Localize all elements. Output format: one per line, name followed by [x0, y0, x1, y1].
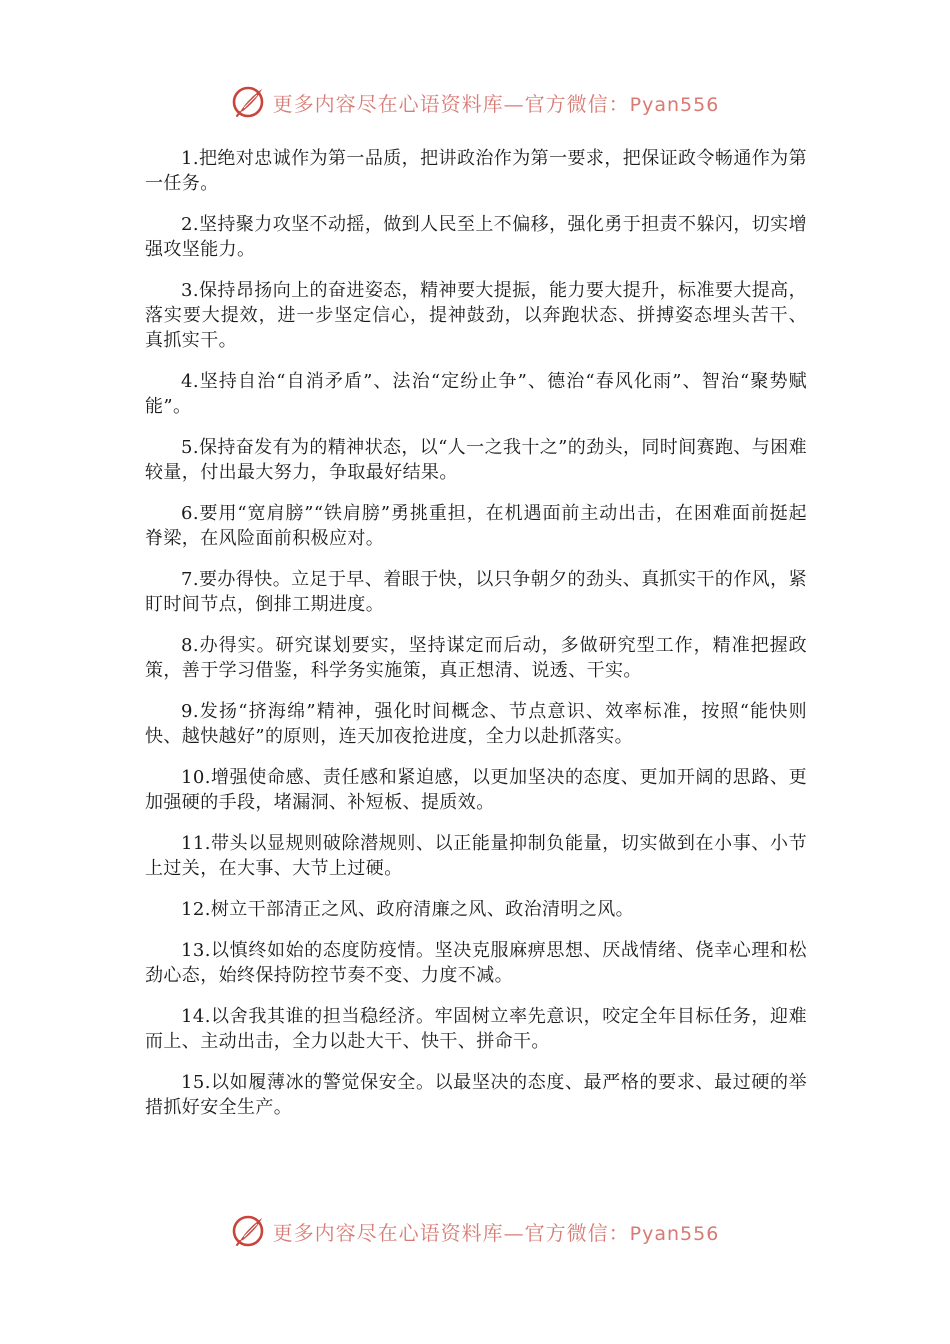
header-banner-label: 更多内容尽在心语资料库—官方微信：	[272, 91, 630, 116]
paragraph-10: 10.增强使命感、责任感和紧迫感，以更加坚决的态度、更加开阔的思路、更加强硬的手段，堵漏洞、补短板、提质效。	[145, 767, 807, 813]
quill-pen-logo-icon	[231, 1213, 267, 1249]
paragraph-1: 1.把绝对忠诚作为第一品质，把讲政治作为第一要求，把保证政令畅通作为第一任务。	[145, 148, 807, 194]
paragraph-14: 14.以舍我其谁的担当稳经济。牢固树立率先意识，咬定全年目标任务，迎难而上、主动出击，全力以赴大干、快干、拼命干。	[145, 1006, 807, 1052]
header-banner-text	[273, 88, 720, 117]
paragraph-9: 9.发扬“挤海绵”精神，强化时间概念、节点意识、效率标准，按照“能快则快、越快越好”的原则，连天加夜抢进度，全力以赴抓落实。	[145, 701, 807, 747]
paragraph-2: 2.坚持聚力攻坚不动摇，做到人民至上不偏移，强化勇于担责不躲闪，切实增强攻坚能力。	[145, 214, 807, 260]
paragraph-13: 13.以慎终如始的态度防疫情。坚决克服麻痹思想、厌战情绪、侥幸心理和松劲心态，始终保持防控节奏不变、力度不减。	[145, 940, 807, 986]
paragraph-11: 11.带头以显规则破除潜规则、以正能量抑制负能量，切实做到在小事、小节上过关，在大事、大节上过硬。	[145, 833, 807, 879]
paragraph-12: 12.树立干部清正之风、政府清廉之风、政治清明之风。	[181, 899, 635, 920]
document-body	[145, 146, 807, 1136]
paragraph-8: 8.办得实。研究谋划要实，坚持谋定而后动，多做研究型工作，精准把握政策，善于学习借鉴，科学务实施策，真正想清、说透、干实。	[145, 635, 807, 681]
paragraph-5: 5.保持奋发有为的精神状态，以“人一之我十之”的劲头，同时间赛跑、与困难较量，付出最大努力，争取最好结果。	[145, 437, 807, 483]
paragraph-4: 4.坚持自治“自消矛盾”、法治“定纷止争”、德治“春风化雨”、智治“聚势赋能”。	[145, 371, 807, 417]
footer-banner-text	[273, 1217, 720, 1246]
paragraph-3: 3.保持昂扬向上的奋进姿态，精神要大提振，能力要大提升，标准要大提高，落实要大提效，进一步坚定信心，提神鼓劲，以奔跑状态、拼搏姿态埋头苦干、真抓实干。	[145, 280, 807, 351]
footer-banner	[0, 1211, 950, 1251]
paragraph-15: 15.以如履薄冰的警觉保安全。以最坚决的态度、最严格的要求、最过硬的举措抓好安全生产。	[145, 1072, 807, 1118]
header-wechat-id: Pyan556	[629, 93, 720, 116]
header-banner	[0, 82, 950, 122]
footer-banner-label: 更多内容尽在心语资料库—官方微信：	[272, 1220, 630, 1245]
paragraph-6: 6.要用“宽肩膀”“铁肩膀”勇挑重担，在机遇面前主动出击，在困难面前挺起脊梁，在风险面前积极应对。	[145, 503, 807, 549]
footer-wechat-id: Pyan556	[629, 1222, 720, 1245]
paragraph-7: 7.要办得快。立足于早、着眼于快，以只争朝夕的劲头、真抓实干的作风，紧盯时间节点，倒排工期进度。	[145, 569, 807, 615]
quill-pen-logo-icon	[231, 84, 267, 120]
